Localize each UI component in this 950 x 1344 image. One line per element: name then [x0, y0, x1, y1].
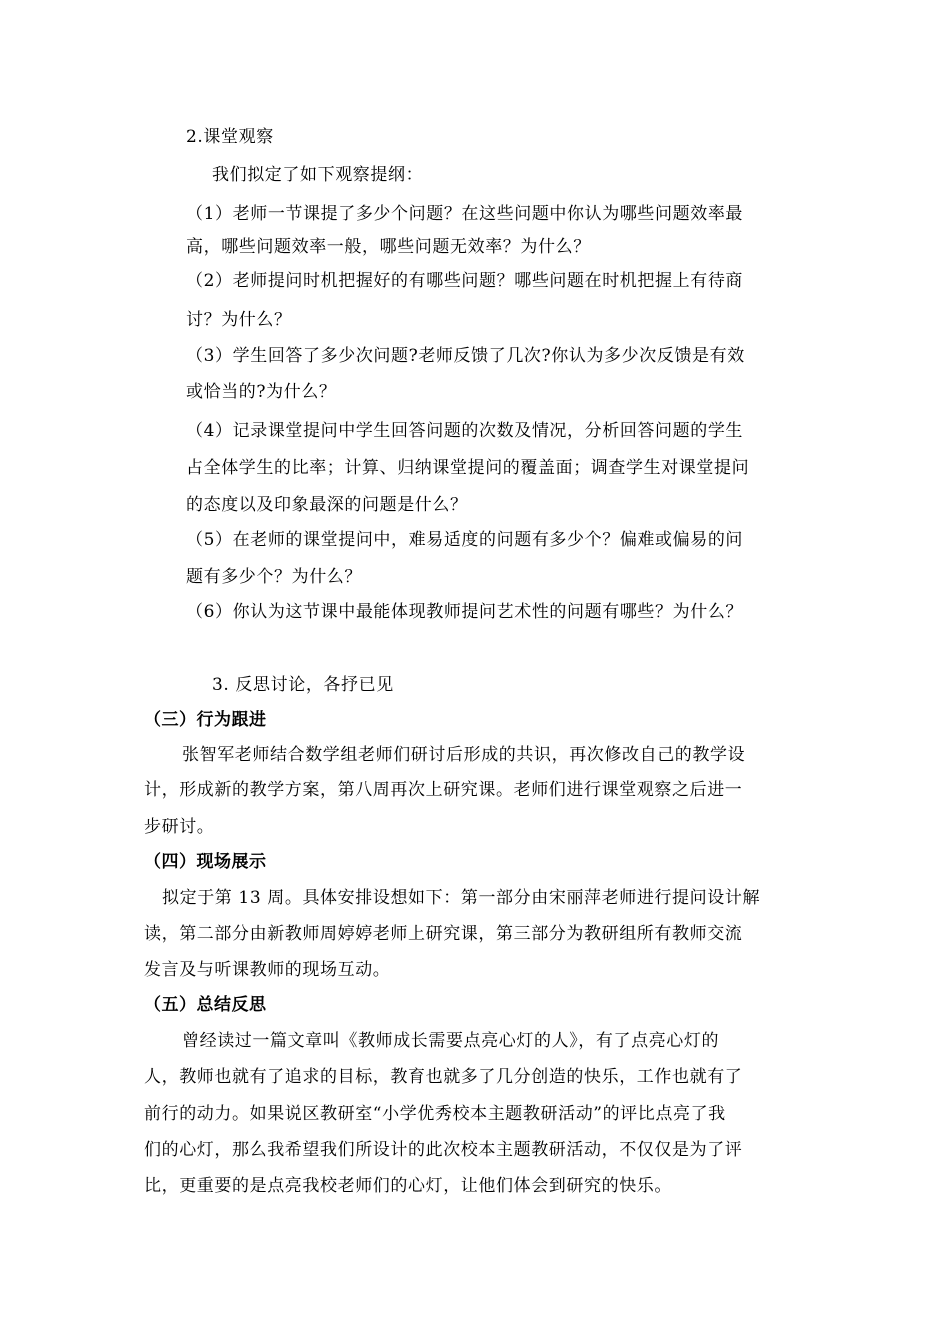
follow-up-line-2: 计，形成新的教学方案，第八周再次上研究课。老师们进行课堂观察之后进一: [144, 780, 743, 800]
part-heading-follow-up: （三）行为跟进: [144, 710, 267, 730]
observation-item-4-line-3: 的态度以及印象最深的问题是什么？: [186, 495, 468, 515]
section-heading-reflection: 3. 反思讨论，各抒已见: [212, 675, 394, 695]
onsite-demo-line-2: 读，第二部分由新教师周婷婷老师上研究课，第三部分为教研组所有教师交流: [144, 924, 743, 944]
onsite-demo-line-1: 拟定于第 13 周。具体安排设想如下：第一部分由宋丽萍老师进行提问设计解: [162, 888, 761, 908]
observation-item-3-line-2: 或恰当的?为什么？: [186, 382, 337, 402]
observation-item-5-line-1: （5）在老师的课堂提问中，难易适度的问题有多少个？偏难或偏易的问: [186, 530, 744, 550]
summary-line-4: 们的心灯，那么我希望我们所设计的此次校本主题教研活动，不仅仅是为了评: [144, 1140, 743, 1160]
observation-item-4-line-1: （4）记录课堂提问中学生回答问题的次数及情况，分析回答问题的学生: [186, 421, 744, 441]
observation-item-2-line-1: （2）老师提问时机把握好的有哪些问题？哪些问题在时机把握上有待商: [186, 271, 744, 291]
observation-item-1-line-2: 高，哪些问题效率一般，哪些问题无效率？为什么？: [186, 237, 591, 257]
observation-intro: 我们拟定了如下观察提纲：: [212, 165, 424, 185]
observation-item-6-line-1: （6）你认为这节课中最能体现教师提问艺术性的问题有哪些？为什么？: [186, 602, 744, 622]
section-heading-observation: 2.课堂观察: [186, 127, 274, 147]
summary-line-3: 前行的动力。如果说区教研室“小学优秀校本主题教研活动”的评比点亮了我: [144, 1104, 726, 1124]
observation-item-5-line-2: 题有多少个？为什么？: [186, 567, 362, 587]
observation-item-1-line-1: （1）老师一节课提了多少个问题？在这些问题中你认为哪些问题效率最: [186, 204, 744, 224]
follow-up-line-3: 步研讨。: [144, 817, 215, 837]
follow-up-line-1: 张智军老师结合数学组老师们研讨后形成的共识，再次修改自己的教学设: [182, 745, 746, 765]
part-heading-onsite-demo: （四）现场展示: [144, 852, 267, 872]
observation-item-4-line-2: 占全体学生的比率；计算、归纳课堂提问的覆盖面；调查学生对课堂提问: [186, 458, 750, 478]
summary-line-1: 曾经读过一篇文章叫《教师成长需要点亮心灯的人》，有了点亮心灯的: [182, 1031, 720, 1051]
observation-item-2-line-2: 讨？为什么？: [186, 310, 292, 330]
summary-line-5: 比，更重要的是点亮我校老师们的心灯，让他们体会到研究的快乐。: [144, 1176, 672, 1196]
summary-line-2: 人，教师也就有了追求的目标，教育也就多了几分创造的快乐，工作也就有了: [144, 1067, 743, 1087]
part-heading-summary: （五）总结反思: [144, 995, 267, 1015]
onsite-demo-line-3: 发言及与听课教师的现场互动。: [144, 960, 391, 980]
observation-item-3-line-1: （3）学生回答了多少次问题?老师反馈了几次?你认为多少次反馈是有效: [186, 346, 745, 366]
